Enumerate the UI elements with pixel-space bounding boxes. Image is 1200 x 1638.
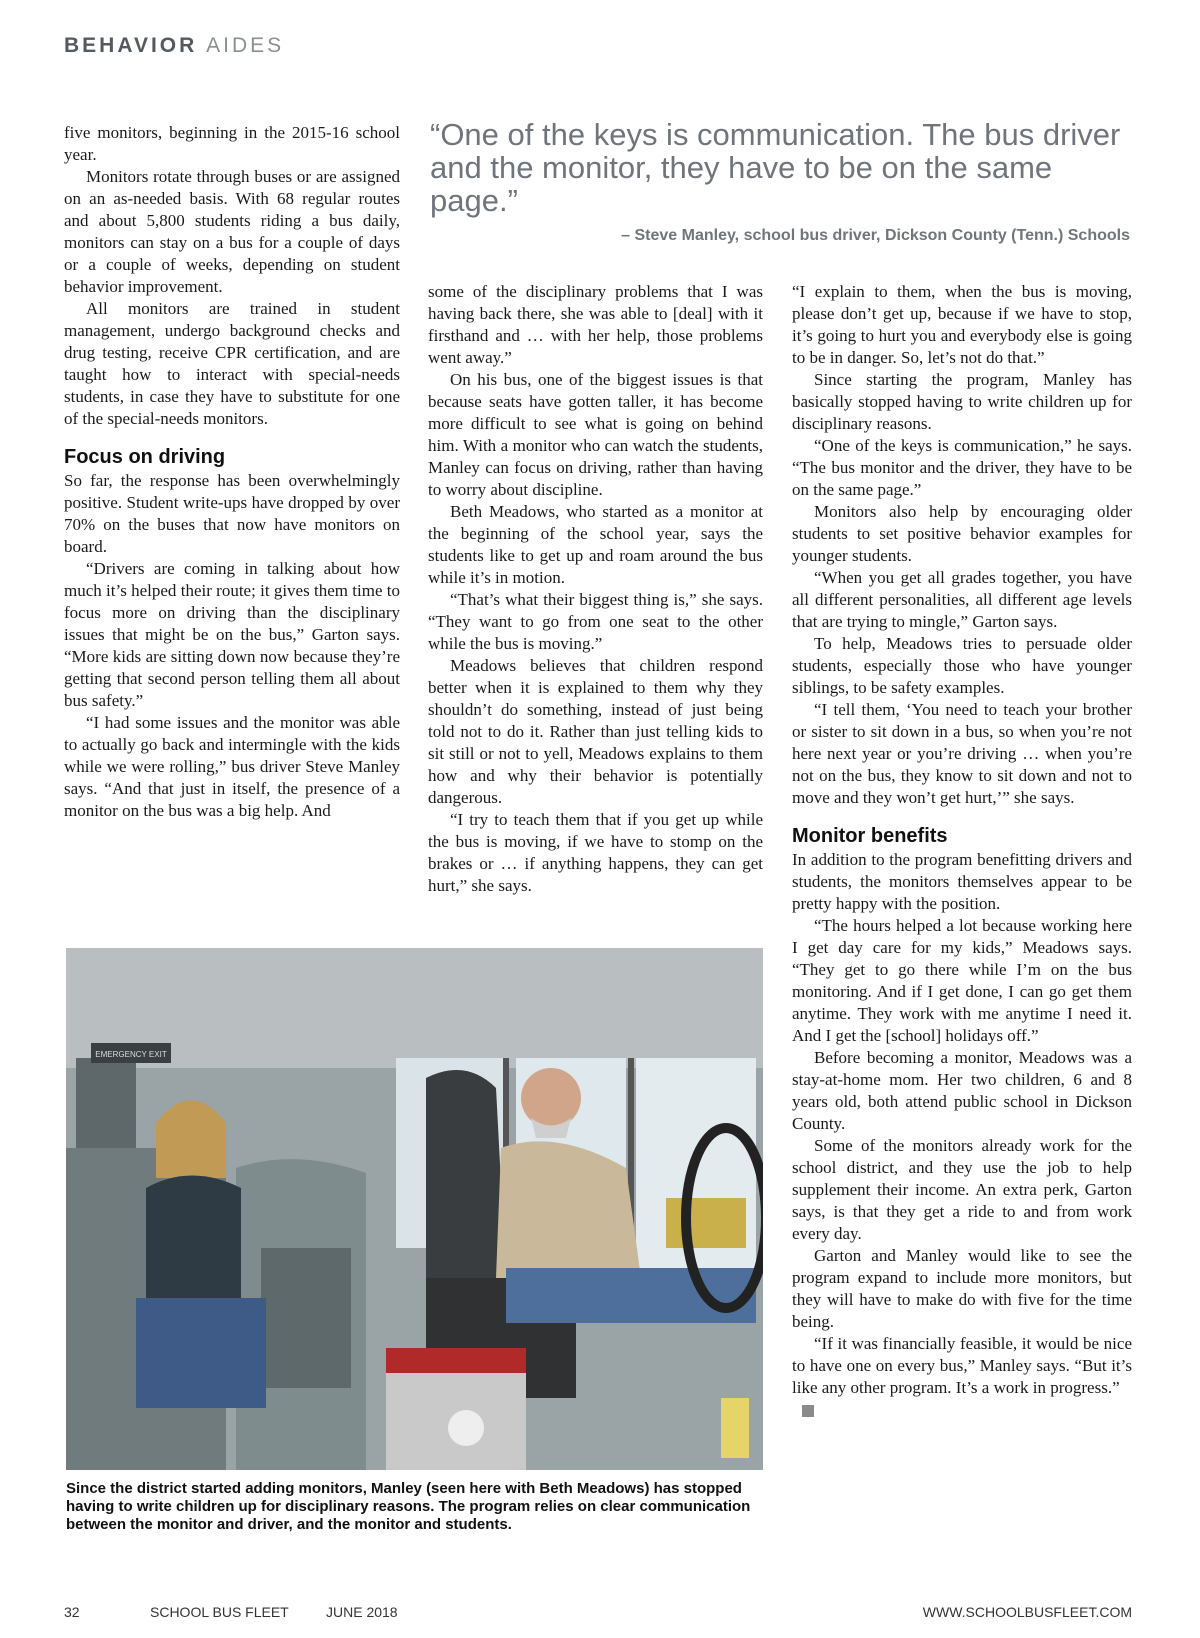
paragraph: “One of the keys is communication,” he says. “The bus monitor and the driver, they have to be on the same page.”: [792, 436, 1132, 499]
article-column-1: [64, 122, 400, 822]
section-header-word1: BEHAVIOR: [64, 34, 198, 57]
paragraph: “I explain to them, when the bus is moving, please don’t get up, because if we have to stop, it’s going to hurt you and everybody else is going to be in danger. So, let’s not do that.”: [792, 282, 1132, 367]
paragraph: “When you get all grades together, you have all different personalities, all different age levels that are trying to mingle,” Garton says.: [792, 568, 1132, 631]
paragraph: “That’s what their biggest thing is,” she says. “They want to go from one seat to the other while the bus is moving.”: [428, 590, 763, 653]
issue-date: JUNE 2018: [326, 1604, 398, 1620]
article-column-3: [792, 281, 1132, 1421]
article-column-2: [428, 281, 763, 897]
pull-quote-text: “One of the keys is communication. The bus driver and the monitor, they have to be on the same page.”: [430, 117, 1121, 218]
paragraph: In addition to the program benefitting drivers and students, the monitors themselves appear to be pretty happy with the position.: [792, 850, 1132, 913]
end-of-article-mark: [802, 1405, 814, 1417]
subhead-focus-on-driving: Focus on driving: [64, 446, 226, 468]
paragraph: some of the disciplinary problems that I was having back there, she was able to [deal] with it firsthand and … with her help, those problems went away.”: [428, 282, 763, 367]
paragraph: Meadows believes that children respond better when it is explained to them why they shouldn’t do something, instead of just being told not to do it. Rather than just telling kids to sit still or not to yell, Meadows explains to them how and why their behavior is potentially dangerous.: [428, 656, 763, 807]
page-number: 32: [64, 1604, 80, 1620]
pull-quote: [430, 118, 1130, 245]
paragraph: “I try to teach them that if you get up while the bus is moving, if we have to stomp on the brakes or … if anything happens, they can get hurt,” she says.: [428, 810, 763, 895]
photo-caption: Since the district started adding monitors, Manley (seen here with Beth Meadows) has stopped having to write children up for disciplinary reasons. The program relies on clear communication between the monitor and driver, and the monitor and students.: [66, 1480, 751, 1533]
paragraph: “I had some issues and the monitor was able to actually go back and intermingle with the kids while we were rolling,” bus driver Steve Manley says. “And that just in itself, the presence of a monitor on the bus was a big help. And: [64, 713, 400, 820]
paragraph: Some of the monitors already work for the school district, and they use the job to help supplement their income. An extra perk, Garton says, is that they get a ride to and from work every day.: [792, 1136, 1132, 1243]
publication-name: SCHOOL BUS FLEET: [150, 1604, 289, 1620]
paragraph: “The hours helped a lot because working here I get day care for my kids,” Meadows says. “They get to go there while I’m on the bus monitoring. And if I get done, I can go get them anytime. They work with me anytime I need it. And I get the [school] holidays off.”: [792, 916, 1132, 1045]
paragraph: On his bus, one of the biggest issues is that because seats have gotten taller, it has become more difficult to see what is going on behind him. With a monitor who can watch the students, Manley can focus on driving, rather than having to worry about discipline.: [428, 370, 763, 499]
paragraph: five monitors, beginning in the 2015-16 school year.: [64, 123, 400, 164]
paragraph: Garton and Manley would like to see the program expand to include more monitors, but they will have to make do with five for the time being.: [792, 1246, 1132, 1331]
paragraph: All monitors are trained in student management, undergo background checks and drug testing, receive CPR certification, and are taught how to interact with special-needs students, in case they have to substitute for one of the special-needs monitors.: [64, 299, 400, 428]
section-header: [64, 34, 284, 58]
article-photo: [66, 948, 763, 1470]
paragraph: To help, Meadows tries to persuade older students, especially those who have younger siblings, to be safety examples.: [792, 634, 1132, 697]
paragraph: “Drivers are coming in talking about how much it’s helped their route; it gives them time to focus more on driving than the disciplinary issues that might be on the bus,” Garton says. “More kids are sitting down now because they’re getting that second person telling them all about bus safety.”: [64, 559, 400, 710]
paragraph: So far, the response has been overwhelmingly positive. Student write-ups have dropped by over 70% on the buses that now have monitors on board.: [64, 471, 400, 556]
publication-url[interactable]: WWW.SCHOOLBUSFLEET.COM: [922, 1604, 1132, 1620]
emergency-exit-sign-text: EMERGENCY EXIT: [95, 1050, 167, 1059]
paragraph: Beth Meadows, who started as a monitor at the beginning of the school year, says the students like to get up and roam around the bus while it’s in motion.: [428, 502, 763, 587]
subhead-monitor-benefits: Monitor benefits: [792, 825, 948, 847]
pull-quote-attribution: – Steve Manley, school bus driver, Dickson County (Tenn.) Schools: [621, 227, 1130, 244]
paragraph: Before becoming a monitor, Meadows was a stay-at-home mom. Her two children, 6 and 8 years old, both attend public school in Dickson County.: [792, 1048, 1132, 1133]
section-header-word2: AIDES: [206, 34, 285, 57]
paragraph: Monitors also help by encouraging older students to set positive behavior examples for younger students.: [792, 502, 1132, 565]
paragraph: Monitors rotate through buses or are assigned on an as-needed basis. With 68 regular routes and about 5,800 students riding a bus daily, monitors can stay on a bus for a couple of days or a couple of weeks, depending on student behavior improvement.: [64, 167, 400, 296]
paragraph: Since starting the program, Manley has basically stopped having to write children up for disciplinary reasons.: [792, 370, 1132, 433]
paragraph: “I tell them, ‘You need to teach your brother or sister to sit down in a bus, so when you’re not here next year or you’re driving … when you’re not on the bus, they know to sit down and not to move and they won’t get hurt,’” she says.: [792, 700, 1132, 807]
paragraph: “If it was financially feasible, it would be nice to have one on every bus,” Manley says. “But it’s like any other program. It’s a work in progress.”: [792, 1334, 1132, 1397]
bus-interior-illustration: [66, 948, 763, 1470]
